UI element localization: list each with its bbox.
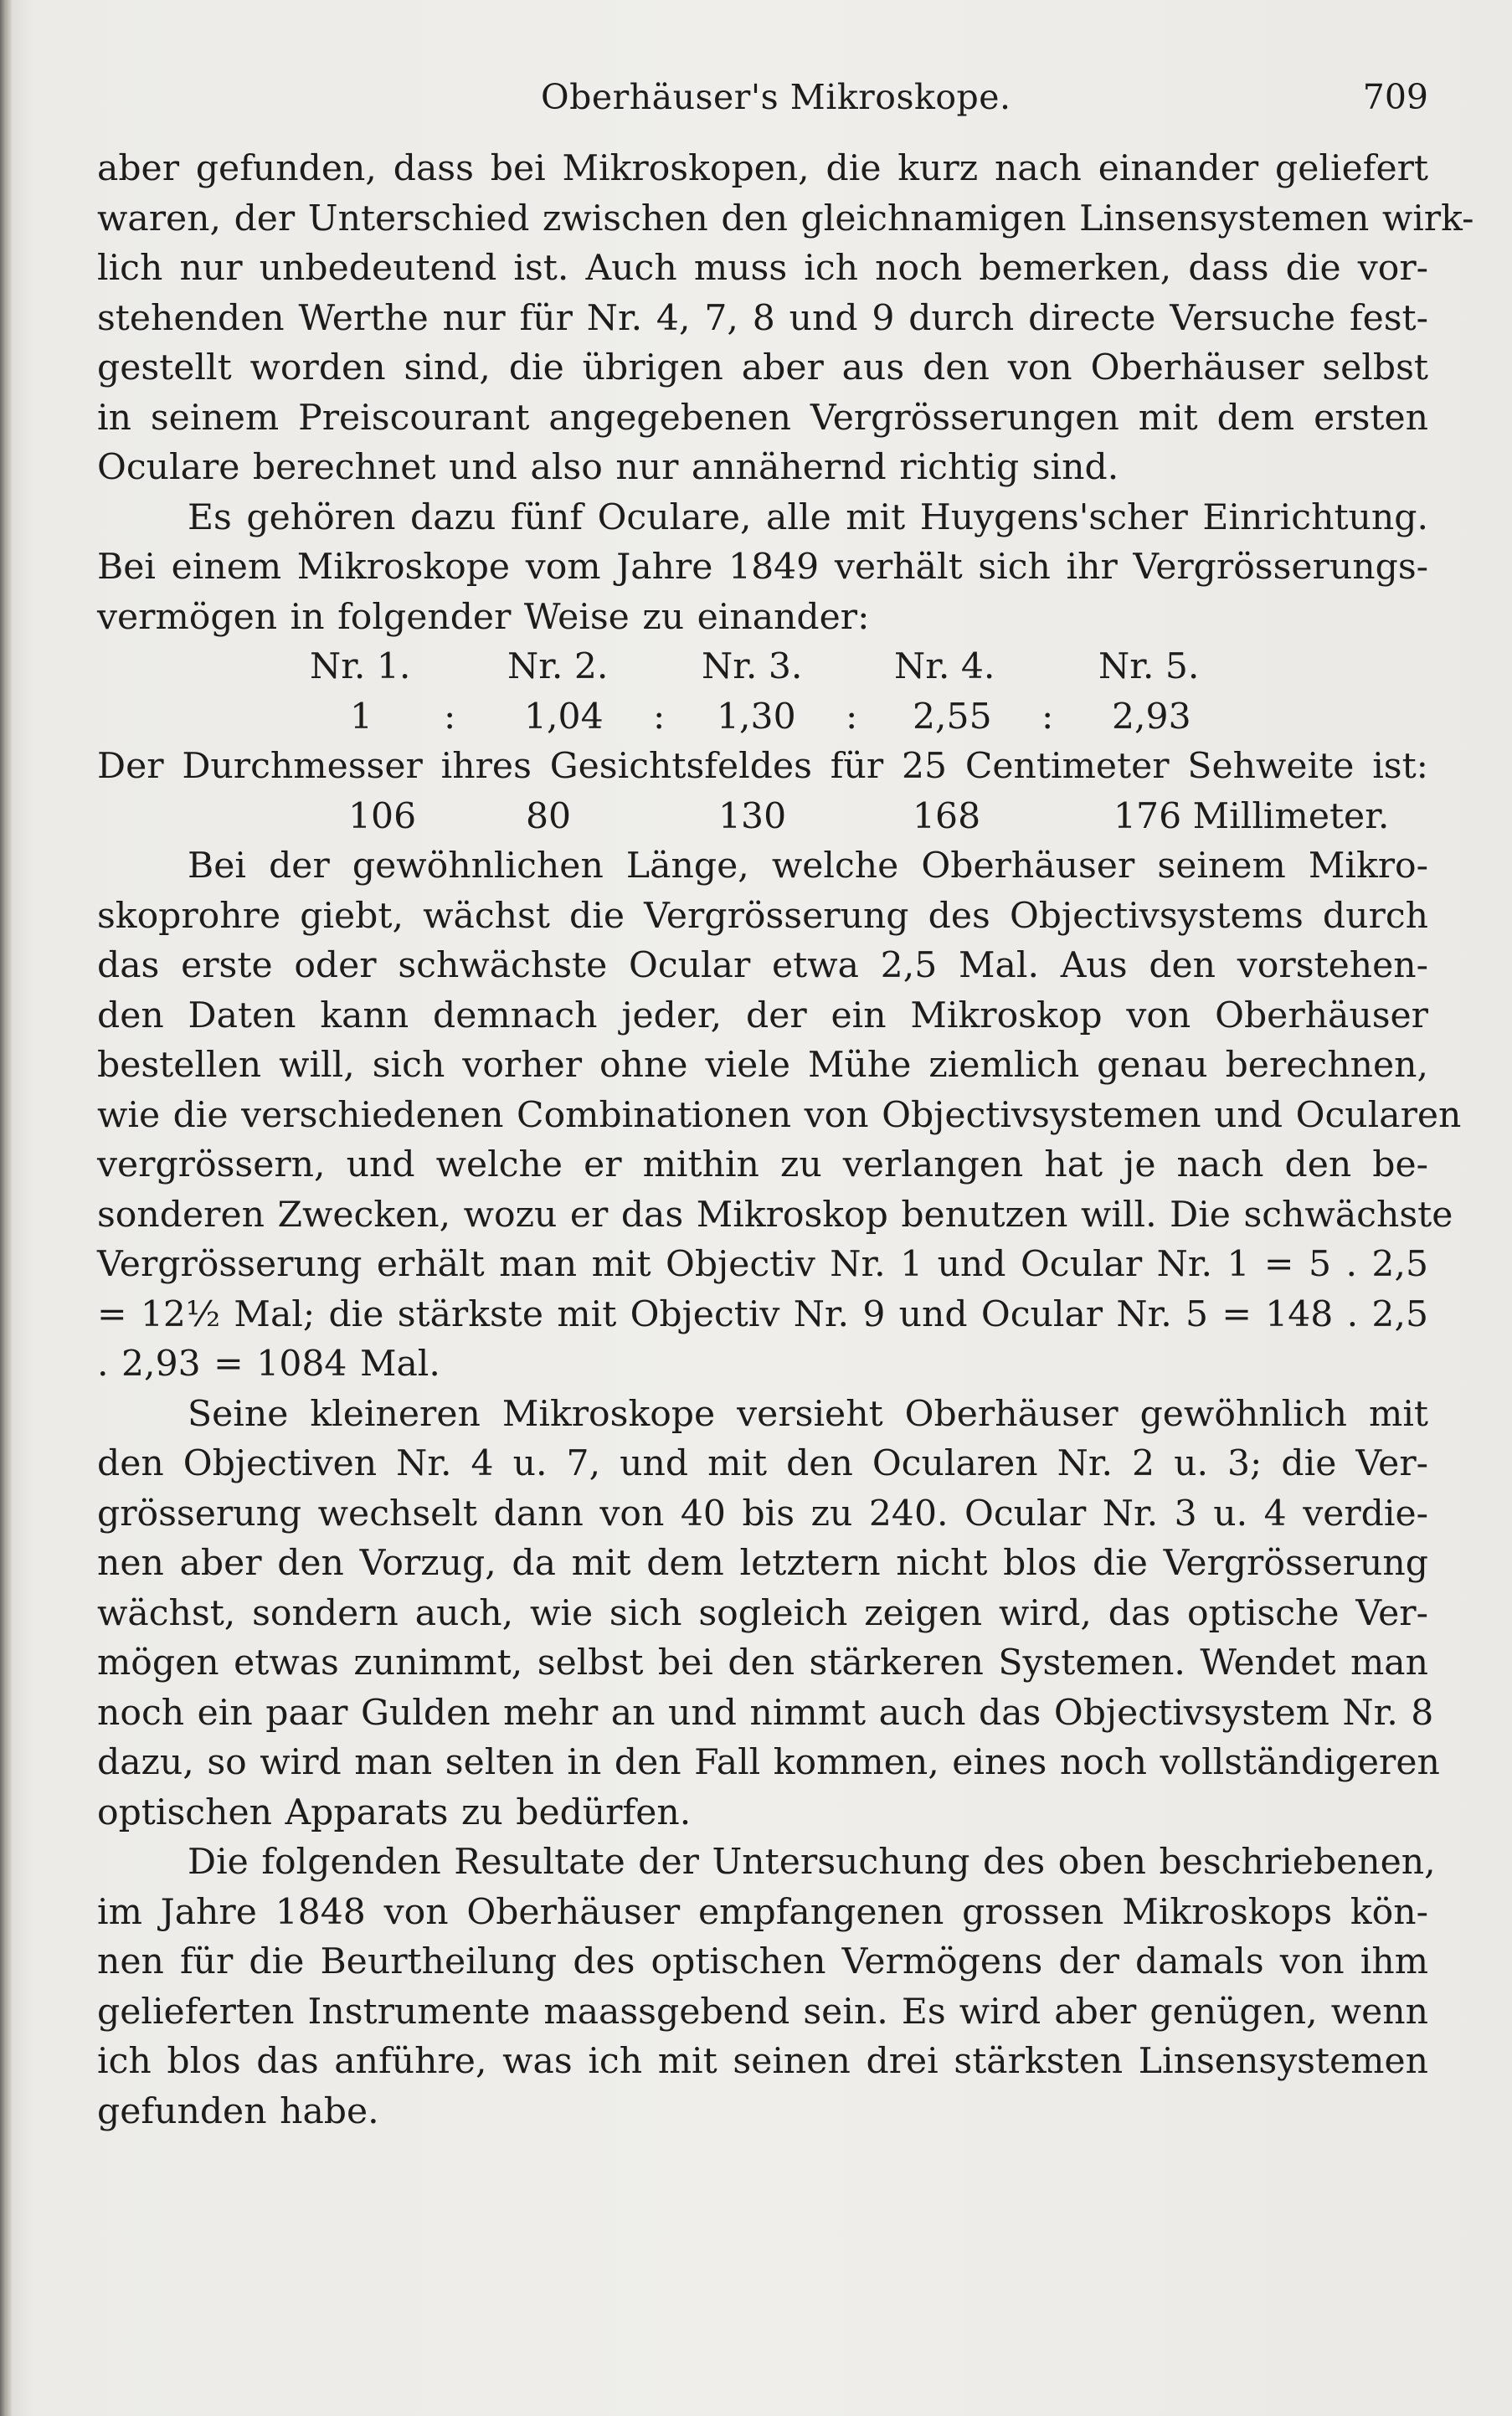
- text-line: wächst, sondern auch, wie sich sogleich zeigen wird, das optische Ver-: [97, 1592, 1428, 1634]
- ocular-ratio-row: [97, 692, 1428, 743]
- ratio-separator: :: [653, 696, 666, 738]
- text-line: Es gehören dazu fünf Oculare, alle mit Huygens'scher Einrichtung.: [188, 496, 1428, 538]
- text-line: mögen etwas zunimmt, selbst bei den stärkeren Systemen. Wendet man: [97, 1642, 1428, 1683]
- text-line: Der Durchmesser ihres Gesichtsfeldes für 25 Centimeter Sehweite ist:: [97, 746, 1428, 787]
- text-line: lich nur unbedeutend ist. Auch muss ich noch bemerken, dass die vor-: [97, 248, 1428, 289]
- ratio-separator: :: [444, 696, 456, 738]
- text-line: den Daten kann demnach jeder, der ein Mikroskop von Oberhäuser: [97, 995, 1428, 1036]
- text-line: gefunden habe.: [97, 2090, 379, 2132]
- field-value: 130: [718, 795, 787, 837]
- ocular-label: Nr. 3.: [702, 646, 803, 687]
- ratio-separator: :: [1041, 696, 1054, 738]
- text-line: den Objectiven Nr. 4 u. 7, und mit den Ocularen Nr. 2 u. 3; die Ver-: [97, 1443, 1428, 1484]
- text-line: Bei der gewöhnlichen Länge, welche Oberhäuser seinem Mikro-: [188, 846, 1428, 887]
- text-line: nen für die Beurtheilung des optischen Vermögens der damals von ihm: [97, 1941, 1428, 1982]
- text-line: wie die verschiedenen Combinationen von Objectivsystemen und Ocularen: [97, 1094, 1462, 1136]
- text-line: bestellen will, sich vorher ohne viele Mühe ziemlich genau berechnen,: [97, 1045, 1428, 1086]
- body-text: [97, 144, 1474, 2136]
- text-line: Vergrösserung erhält man mit Objectiv Nr. 1 und Ocular Nr. 1 = 5 . 2,5: [97, 1244, 1428, 1285]
- field-value: 176 Millimeter.: [1113, 795, 1390, 837]
- ocular-ratio: 2,93: [1112, 696, 1191, 738]
- ocular-label: Nr. 4.: [894, 646, 995, 687]
- text-line: gelieferten Instrumente maassgebend sein. Es wird aber genügen, wenn: [97, 1991, 1428, 2033]
- text-line: ich blos das anführe, was ich mit seinen drei stärksten Linsensystemen: [97, 2041, 1428, 2082]
- text-line: dazu, so wird man selten in den Fall kommen, eines noch vollständigeren: [97, 1742, 1440, 1783]
- ocular-ratio: 1,30: [717, 696, 796, 738]
- text-line: grösserung wechselt dann von 40 bis zu 240. Ocular Nr. 3 u. 4 verdie-: [97, 1493, 1428, 1534]
- text-line: Bei einem Mikroskope vom Jahre 1849 verhält sich ihr Vergrösserungs-: [97, 547, 1428, 588]
- paper-specks: [80, 2309, 1420, 2342]
- ocular-label: Nr. 5.: [1098, 646, 1200, 687]
- running-title: Oberhäuser's Mikroskope.: [541, 77, 1011, 117]
- text-line: sonderen Zwecken, wozu er das Mikroskop benutzen will. Die schwächste: [97, 1194, 1453, 1236]
- ocular-label: Nr. 1.: [310, 646, 411, 687]
- ocular-ratio: 1,04: [524, 696, 604, 738]
- text-line: das erste oder schwächste Ocular etwa 2,5 Mal. Aus den vorstehen-: [97, 945, 1428, 986]
- text-line: skoprohre giebt, wächst die Vergrösserung des Objectivsystems durch: [97, 895, 1428, 937]
- ocular-label-row: [97, 642, 1428, 692]
- text-line: Oculare berechnet und also nur annähernd richtig sind.: [97, 447, 1119, 488]
- ratio-separator: :: [846, 696, 858, 738]
- text-line: . 2,93 = 1084 Mal.: [97, 1344, 440, 1385]
- text-line: aber gefunden, dass bei Mikroskopen, die kurz nach einander geliefert: [97, 148, 1428, 189]
- binding-edge: [0, 0, 12, 2416]
- field-value: 80: [526, 795, 572, 837]
- text-line: stehenden Werthe nur für Nr. 4, 7, 8 und 9 durch directe Versuche fest-: [97, 297, 1428, 339]
- text-line: im Jahre 1848 von Oberhäuser empfangenen grossen Mikroskops kön-: [97, 1891, 1428, 1933]
- text-line: waren, der Unterschied zwischen den gleichnamigen Linsensystemen wirk-: [97, 198, 1474, 239]
- text-line: Seine kleineren Mikroskope versieht Oberhäuser gewöhnlich mit: [188, 1393, 1428, 1435]
- page-number: 709: [1362, 77, 1428, 117]
- text-line: = 12½ Mal; die stärkste mit Objectiv Nr. 9 und Ocular Nr. 5 = 148 . 2,5: [97, 1293, 1428, 1335]
- running-head: [97, 77, 1428, 127]
- text-line: optischen Apparats zu bedürfen.: [97, 1791, 692, 1833]
- text-line: noch ein paar Gulden mehr an und nimmt auch das Objectivsystem Nr. 8: [97, 1692, 1434, 1734]
- field-value: 168: [913, 795, 981, 837]
- text-line: vergrössern, und welche er mithin zu verlangen hat je nach den be-: [97, 1144, 1428, 1185]
- field-value-row: [97, 792, 1428, 842]
- text-line: vermögen in folgender Weise zu einander:: [97, 596, 870, 638]
- ocular-ratio: 1: [350, 696, 373, 738]
- text-line: in seinem Preiscourant angegebenen Vergrösserungen mit dem ersten: [97, 397, 1428, 439]
- ocular-ratio: 2,55: [913, 696, 992, 738]
- text-line: Die folgenden Resultate der Untersuchung des oben beschriebenen,: [188, 1842, 1436, 1883]
- ocular-label: Nr. 2.: [507, 646, 609, 687]
- text-line: nen aber den Vorzug, da mit dem letztern nicht blos die Vergrösserung: [97, 1543, 1428, 1584]
- text-line: gestellt worden sind, die übrigen aber aus den von Oberhäuser selbst: [97, 347, 1428, 388]
- field-value: 106: [348, 795, 417, 837]
